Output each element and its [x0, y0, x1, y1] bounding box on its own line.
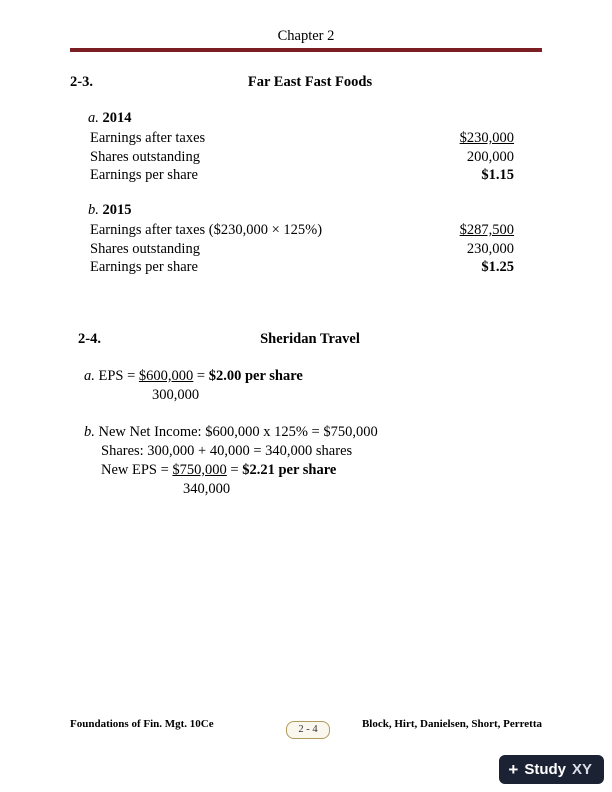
equals-sign: = — [230, 462, 239, 478]
plus-icon: + — [508, 760, 519, 779]
part-b-2-4-line1 — [84, 424, 378, 441]
part-letter: a. — [88, 110, 99, 126]
eps-label: EPS = — [98, 368, 136, 384]
footer-left-text: Foundations of Fin. Mgt. 10Ce — [70, 718, 214, 730]
eps-numerator: $600,000 — [138, 368, 194, 384]
eps-result: $2.00 per share — [208, 368, 303, 384]
new-eps-denominator: 340,000 — [183, 481, 231, 497]
problem-title-2-3: Far East Fast Foods — [247, 74, 373, 90]
part-a-2-4 — [84, 368, 303, 385]
new-eps-label: New EPS = — [101, 462, 169, 478]
part-letter: b. — [84, 424, 95, 440]
part-a-heading-2-3 — [88, 110, 132, 127]
watermark-study-text: Study — [524, 761, 566, 778]
row-label: Shares outstanding — [90, 149, 200, 165]
part-b-2-4-line3 — [101, 462, 336, 479]
row-label: Earnings after taxes ($230,000 × 125%) — [90, 222, 323, 238]
part-letter: a. — [84, 368, 95, 384]
problem-number-2-4: 2-4. — [78, 331, 101, 347]
row-value: 200,000 — [466, 149, 514, 165]
row-value: $1.15 — [481, 167, 514, 183]
row-value: $1.25 — [481, 259, 514, 275]
eps-denominator: 300,000 — [152, 387, 200, 403]
part-b-2-4-line2: Shares: 300,000 + 40,000 = 340,000 shares — [101, 443, 353, 459]
part-letter: b. — [88, 202, 99, 218]
problem-title-2-4: Sheridan Travel — [260, 331, 360, 347]
part-b-heading-2-3 — [88, 202, 132, 219]
row-value: 230,000 — [466, 241, 514, 257]
studyxy-watermark-badge[interactable] — [499, 755, 604, 784]
problem-number-2-3: 2-3. — [70, 74, 93, 90]
footer-right-text: Block, Hirt, Danielsen, Short, Perretta — [361, 718, 542, 730]
new-eps-numerator: $750,000 — [172, 462, 227, 478]
row-value: $230,000 — [459, 130, 514, 146]
page-header-title: Chapter 2 — [277, 28, 335, 44]
page-number-box: 2 - 4 — [286, 721, 330, 739]
part-year: 2015 — [102, 202, 132, 218]
new-net-income-text: New Net Income: $600,000 x 125% = $750,000 — [98, 424, 378, 440]
row-label: Earnings per share — [90, 167, 198, 183]
new-eps-result: $2.21 per share — [242, 462, 337, 478]
row-label: Earnings after taxes — [90, 130, 206, 146]
equals-sign: = — [196, 368, 206, 384]
row-value: $287,500 — [459, 222, 514, 238]
row-label: Shares outstanding — [90, 241, 200, 257]
watermark-xy-text: XY — [571, 761, 592, 778]
header-divider — [70, 48, 542, 52]
row-label: Earnings per share — [90, 259, 198, 275]
part-year: 2014 — [102, 110, 132, 126]
